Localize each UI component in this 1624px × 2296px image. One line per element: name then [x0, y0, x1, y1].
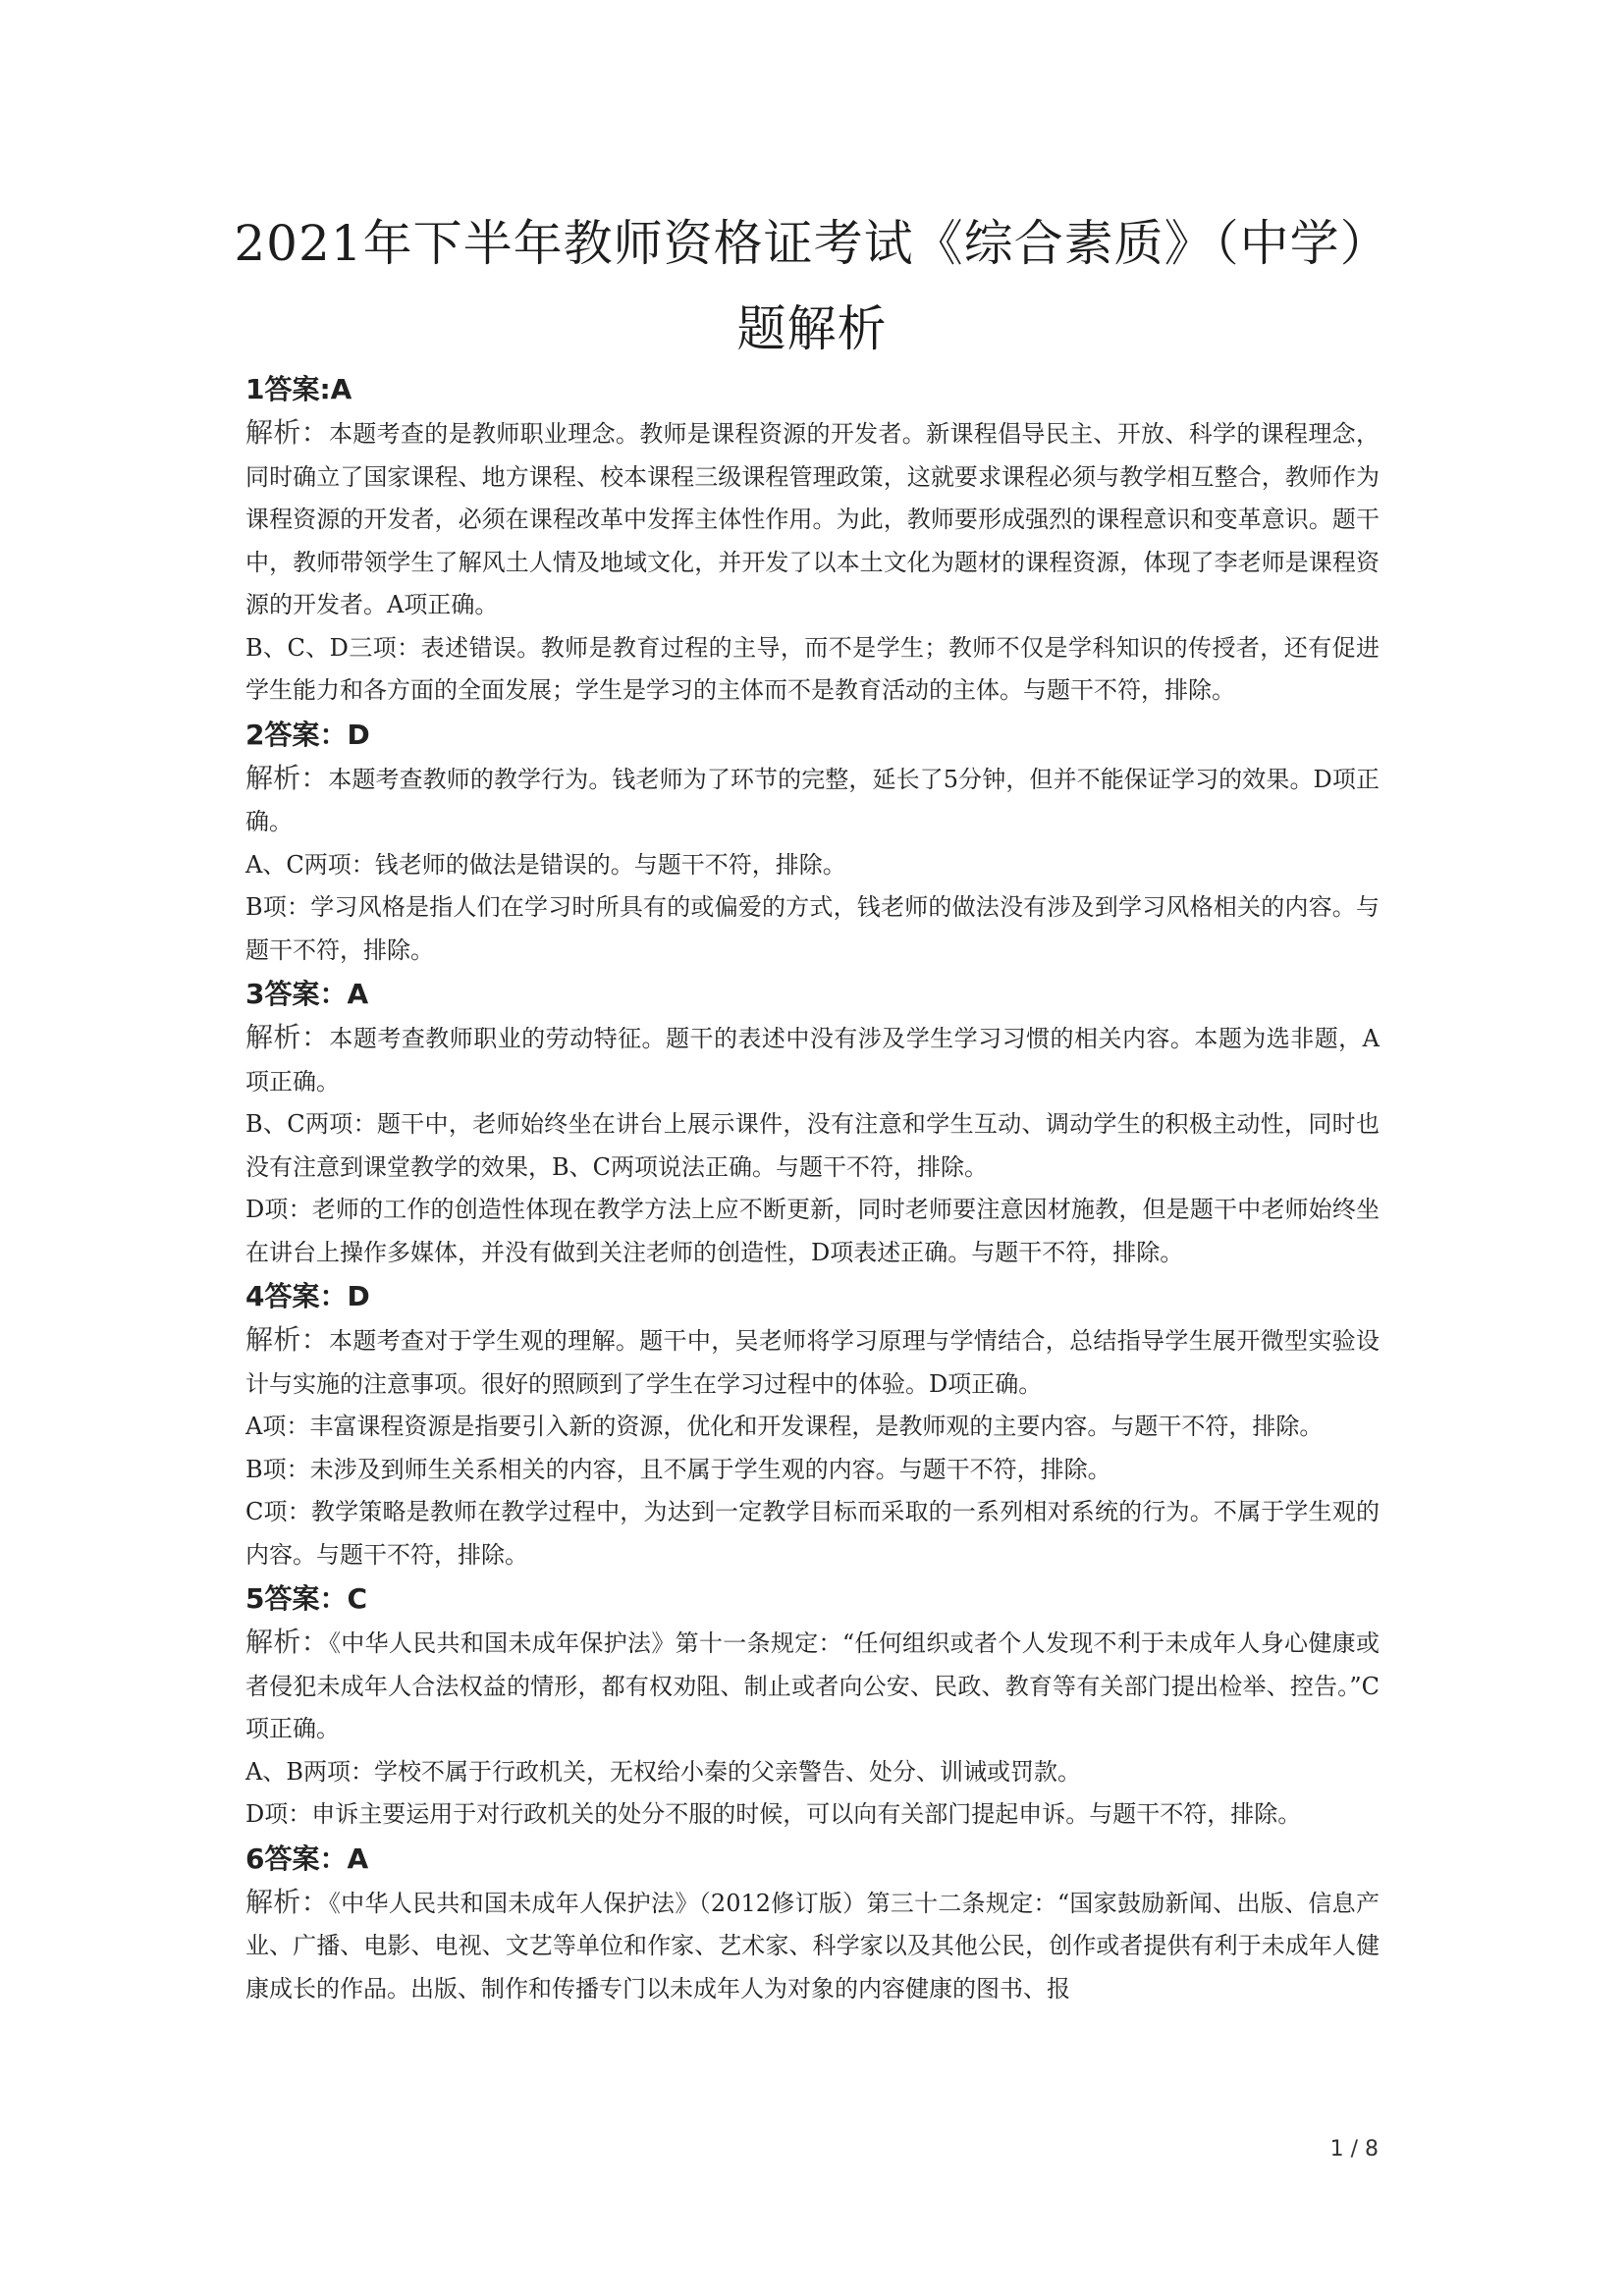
paragraph-text: 《中华人民共和国未成年保护法》第十一条规定：“任何组织或者个人发现不利于未成年人身心健康或者侵犯未成年人合法权益的情形，都有权劝阻、制止或者向公安、民政、教育等有关部门提出检举、控告。”C项正确。 [245, 1629, 1380, 1742]
explanation-label: 解析： [245, 1021, 330, 1053]
option-paragraph [245, 627, 1380, 713]
option-paragraph [245, 1491, 1380, 1576]
explanation-label: 解析： [245, 1323, 329, 1356]
paragraph-text: B、C两项：题干中，老师始终坐在讲台上展示课件，没有注意和学生互动、调动学生的积极主动性，同时也没有注意到课堂教学的效果，B、C两项说法正确。与题干不符，排除。 [245, 1110, 1380, 1181]
paragraph-text: 本题考查对于学生观的理解。题干中，吴老师将学习原理与学情结合，总结指导学生展开微型实验设计与实施的注意事项。很好的照顾到了学生在学习过程中的体验。D项正确。 [245, 1327, 1380, 1398]
paragraph-text: B项：学习风格是指人们在学习时所具有的或偏爱的方式，钱老师的做法没有涉及到学习风格相关的内容。与题干不符，排除。 [245, 893, 1380, 964]
paragraph-text: B、C、D三项：表述错误。教师是教育过程的主导，而不是学生；教师不仅是学科知识的传授者，还有促进学生能力和各方面的全面发展；学生是学习的主体而不是教育活动的主体。与题干不符，排除。 [245, 633, 1380, 704]
answer-heading: 3答案：A [245, 978, 369, 1010]
explanation-label: 解析： [245, 416, 329, 449]
option-paragraph [245, 1793, 1380, 1837]
explanation-paragraph [245, 411, 1380, 627]
question-block [245, 973, 1380, 1274]
question-block [245, 1838, 1380, 2011]
page-number: 1 / 8 [1329, 2137, 1379, 2162]
paragraph-text: 《中华人民共和国未成年人保护法》（2012修订版）第三十二条规定：“国家鼓励新闻、出版、信息产业、广播、电影、电视、文艺等单位和作家、艺术家、科学家以及其他公民，创作或者提供有利于未成年人健康成长的作品。出版、制作和传播专门以未成年人为对象的内容健康的图书、报 [245, 1889, 1380, 2002]
paragraph-text: C项：教学策略是教师在教学过程中，为达到一定教学目标而采取的一系列相对系统的行为。不属于学生观的内容。与题干不符，排除。 [245, 1498, 1380, 1569]
paragraph-text: 本题考查教师的教学行为。钱老师为了环节的完整，延长了5分钟，但并不能保证学习的效果。D项正确。 [245, 765, 1380, 835]
paragraph-text: 本题考查教师职业的劳动特征。题干的表述中没有涉及学生学习习惯的相关内容。本题为选非题，A项正确。 [245, 1025, 1380, 1095]
option-paragraph [245, 1189, 1380, 1274]
explanation-paragraph [245, 1881, 1380, 2011]
explanation-paragraph [245, 1016, 1380, 1103]
option-paragraph [245, 1406, 1380, 1449]
paragraph-text: A项：丰富课程资源是指要引入新的资源，优化和开发课程，是教师观的主要内容。与题干不符，排除。 [245, 1413, 1324, 1440]
explanation-label: 解析： [245, 1885, 329, 1918]
option-paragraph [245, 1103, 1380, 1189]
explanation-paragraph [245, 1621, 1380, 1751]
paragraph-text: 本题考查的是教师职业理念。教师是课程资源的开发者。新课程倡导民主、开放、科学的课程理念，同时确立了国家课程、地方课程、校本课程三级课程管理政策，这就要求课程必须与教学相互整合，教师作为课程资源的开发者，必须在课程改革中发挥主体性作用。为此，教师要形成强烈的课程意识和变革意识。题干中，教师带领学生了解风土人情及地域文化，并开发了以本土文化为题材的课程资源，体现了李老师是课程资源的开发者。A项正确。 [245, 420, 1380, 618]
page-title: 2021年下半年教师资格证考试《综合素质》（中学） [234, 215, 1390, 272]
explanation-label: 解析： [245, 761, 329, 794]
answer-heading: 4答案：D [245, 1280, 370, 1312]
explanation-paragraph [245, 1318, 1380, 1406]
question-block [245, 1577, 1380, 1837]
paragraph-text: D项：老师的工作的创造性体现在教学方法上应不断更新，同时老师要注意因材施教，但是题干中老师始终坐在讲台上操作多媒体，并没有做到关注老师的创造性，D项表述正确。与题干不符，排除。 [245, 1196, 1380, 1266]
explanation-label: 解析： [245, 1626, 329, 1658]
option-paragraph [245, 1751, 1380, 1794]
paragraph-text: A、C两项：钱老师的做法是错误的。与题干不符，排除。 [245, 850, 846, 879]
question-block [245, 714, 1380, 973]
question-block [245, 368, 1380, 713]
question-block [245, 1275, 1380, 1576]
answer-heading: 2答案：D [245, 718, 370, 751]
paragraph-text: D项：申诉主要运用于对行政机关的处分不服的时候，可以向有关部门提起申诉。与题干不符，排除。 [245, 1800, 1302, 1828]
explanation-paragraph [245, 757, 1380, 844]
answer-heading: 1答案:A [245, 373, 352, 405]
answer-heading: 5答案：C [245, 1582, 368, 1615]
paragraph-text: B项：未涉及到师生关系相关的内容，且不属于学生观的内容。与题干不符，排除。 [245, 1455, 1111, 1483]
option-paragraph [245, 1449, 1380, 1492]
option-paragraph [245, 844, 1380, 887]
paragraph-text: A、B两项：学校不属于行政机关，无权给小秦的父亲警告、处分、训诫或罚款。 [245, 1757, 1081, 1786]
answer-list [245, 367, 1380, 2010]
answer-heading: 6答案：A [245, 1842, 369, 1875]
page-title-line2: 题解析 [736, 300, 888, 357]
option-paragraph [245, 886, 1380, 972]
